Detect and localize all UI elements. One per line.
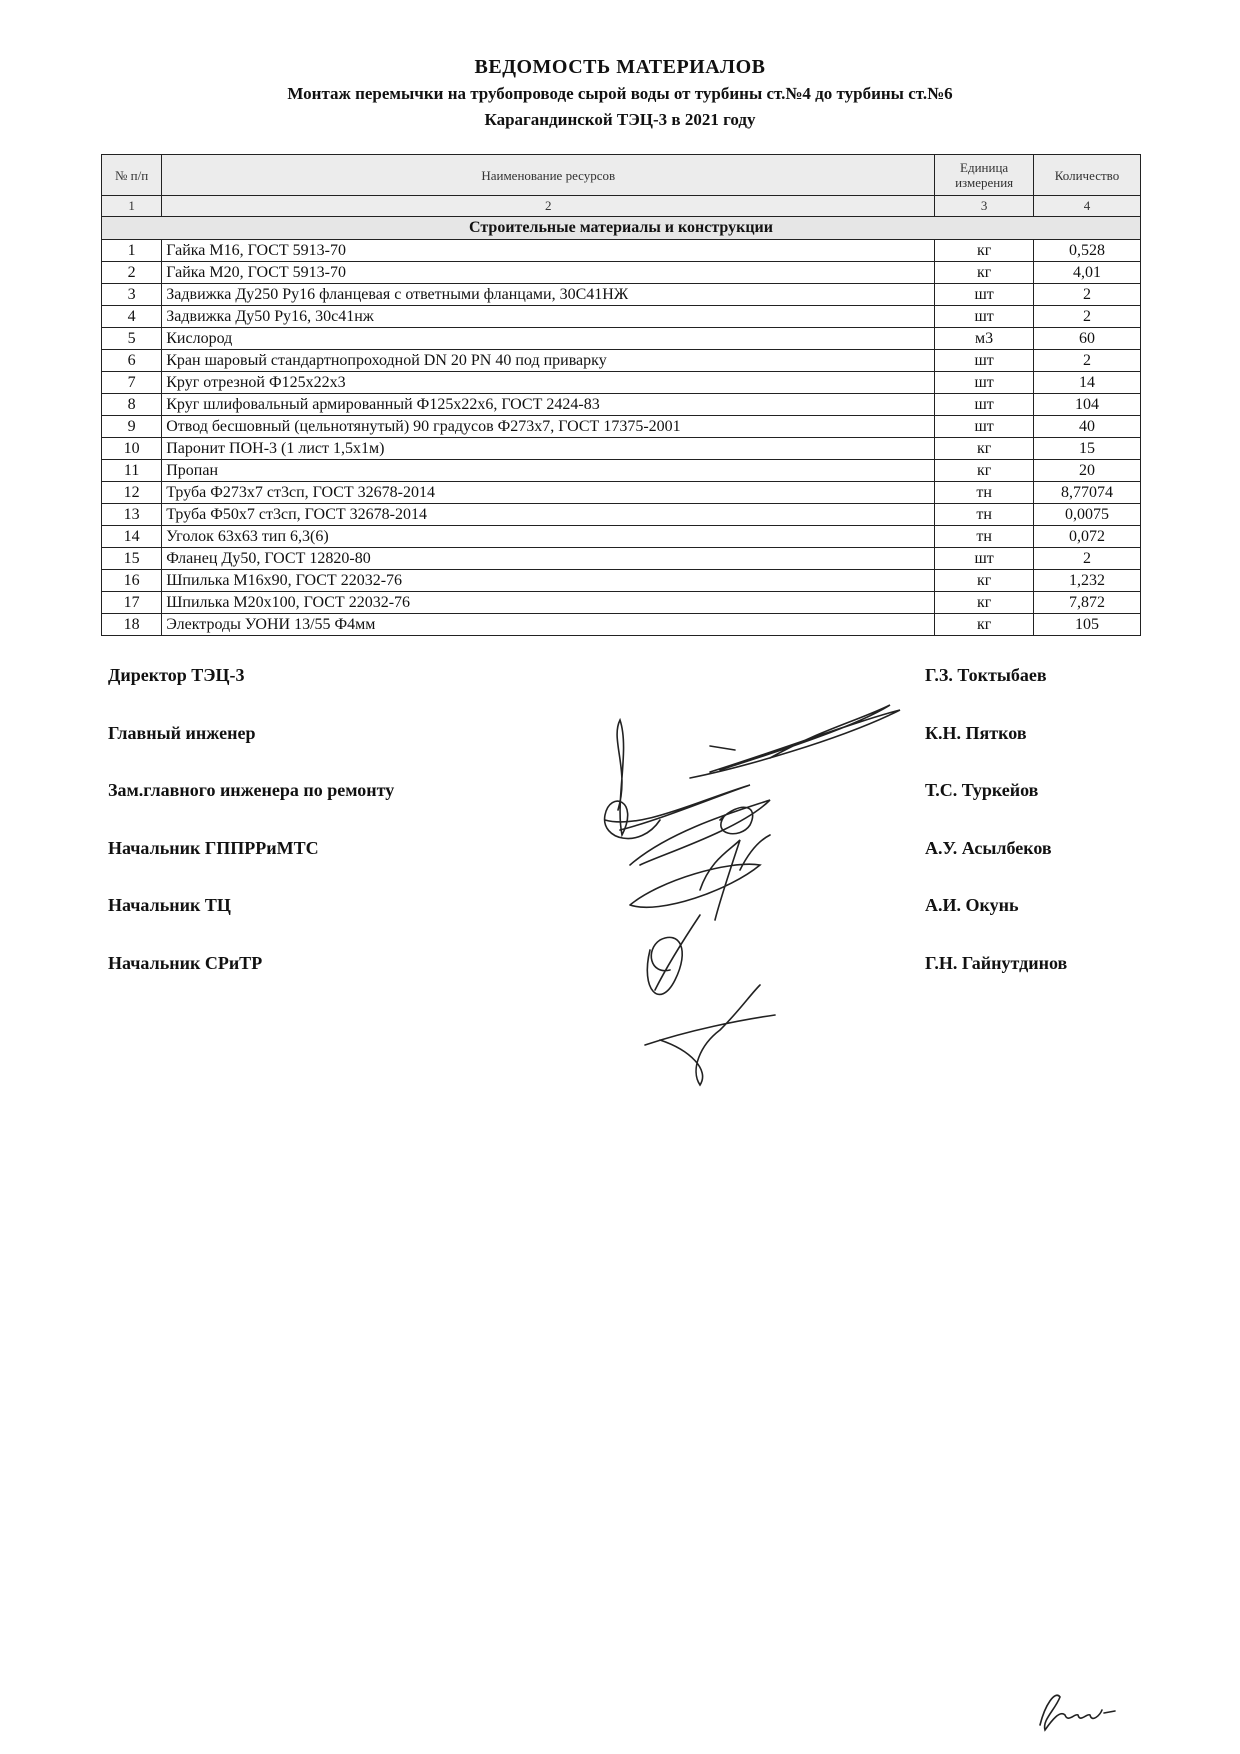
cell-number: 4 [102, 306, 162, 328]
cell-quantity: 1,232 [1033, 570, 1140, 592]
signatory-name: Г.З. Токтыбаев [925, 665, 1047, 685]
table-row [102, 548, 1141, 570]
col-number: 2 [162, 196, 935, 217]
cell-quantity: 0,072 [1033, 526, 1140, 548]
col-number: 3 [935, 196, 1034, 217]
table-row [102, 328, 1141, 350]
cell-name: Труба Ф50х7 ст3сп, ГОСТ 32678-2014 [162, 504, 935, 526]
cell-unit: кг [935, 438, 1034, 460]
table-row [102, 570, 1141, 592]
cell-number: 7 [102, 372, 162, 394]
table-row [102, 372, 1141, 394]
col-number: 1 [102, 196, 162, 217]
header-num: № п/п [102, 155, 162, 196]
cell-number: 14 [102, 526, 162, 548]
cell-unit: шт [935, 416, 1034, 438]
cell-unit: кг [935, 460, 1034, 482]
cell-name: Шпилька М20х100, ГОСТ 22032-76 [162, 592, 935, 614]
signatory-position: Начальник ГППРРиМТС [108, 838, 319, 858]
table-row [102, 526, 1141, 548]
cell-quantity: 2 [1033, 548, 1140, 570]
document-subtitle: Монтаж перемычки на трубопроводе сырой воды от турбины ст.№4 до турбины ст.№6 [287, 84, 953, 103]
document-title: ВЕДОМОСТЬ МАТЕРИАЛОВ [474, 56, 766, 78]
cell-unit: тн [935, 482, 1034, 504]
cell-name: Гайка М16, ГОСТ 5913-70 [162, 240, 935, 262]
cell-name: Кислород [162, 328, 935, 350]
cell-quantity: 15 [1033, 438, 1140, 460]
cell-number: 9 [102, 416, 162, 438]
table-header-row [102, 155, 1141, 196]
cell-number: 16 [102, 570, 162, 592]
table-row [102, 438, 1141, 460]
table-row [102, 482, 1141, 504]
signatory-name: А.У. Асылбеков [925, 838, 1052, 858]
cell-quantity: 60 [1033, 328, 1140, 350]
cell-name: Паронит ПОН-3 (1 лист 1,5х1м) [162, 438, 935, 460]
cell-name: Задвижка Ду250 Ру16 фланцевая с ответными фланцами, 30С41НЖ [162, 284, 935, 306]
cell-number: 1 [102, 240, 162, 262]
cell-quantity: 2 [1033, 284, 1140, 306]
cell-quantity: 8,77074 [1033, 482, 1140, 504]
cell-quantity: 0,528 [1033, 240, 1140, 262]
table-row [102, 394, 1141, 416]
cell-unit: шт [935, 306, 1034, 328]
cell-number: 15 [102, 548, 162, 570]
cell-unit: шт [935, 350, 1034, 372]
table-row [102, 284, 1141, 306]
cell-name: Отвод бесшовный (цельнотянутый) 90 градусов Ф273х7, ГОСТ 17375-2001 [162, 416, 935, 438]
cell-quantity: 104 [1033, 394, 1140, 416]
cell-name: Круг шлифовальный армированный Ф125х22х6, ГОСТ 2424-83 [162, 394, 935, 416]
cell-unit: тн [935, 526, 1034, 548]
table-row [102, 592, 1141, 614]
cell-unit: тн [935, 504, 1034, 526]
signatory-name: Г.Н. Гайнутдинов [925, 953, 1068, 973]
cell-unit: кг [935, 614, 1034, 636]
section-title: Строительные материалы и конструкции [102, 217, 1141, 240]
cell-unit: м3 [935, 328, 1034, 350]
cell-number: 6 [102, 350, 162, 372]
cell-number: 2 [102, 262, 162, 284]
cell-quantity: 105 [1033, 614, 1140, 636]
cell-quantity: 7,872 [1033, 592, 1140, 614]
signatory-position: Директор ТЭЦ-3 [108, 665, 245, 685]
cell-quantity: 2 [1033, 306, 1140, 328]
table-row [102, 460, 1141, 482]
table-row [102, 614, 1141, 636]
cell-quantity: 4,01 [1033, 262, 1140, 284]
cell-name: Труба Ф273х7 ст3сп, ГОСТ 32678-2014 [162, 482, 935, 504]
cell-quantity: 0,0075 [1033, 504, 1140, 526]
cell-unit: шт [935, 548, 1034, 570]
cell-unit: кг [935, 240, 1034, 262]
signatory-position: Главный инженер [108, 723, 256, 743]
cell-name: Пропан [162, 460, 935, 482]
table-row [102, 504, 1141, 526]
table-row [102, 262, 1141, 284]
col-number: 4 [1033, 196, 1140, 217]
cell-number: 13 [102, 504, 162, 526]
cell-number: 10 [102, 438, 162, 460]
table-row [102, 306, 1141, 328]
handwritten-signatures [600, 690, 920, 1130]
cell-name: Задвижка Ду50 Ру16, 30с41нж [162, 306, 935, 328]
cell-name: Кран шаровый стандартнопроходной DN 20 PN 40 под приварку [162, 350, 935, 372]
cell-number: 8 [102, 394, 162, 416]
signatory-name: К.Н. Пятков [925, 723, 1027, 743]
materials-table [101, 154, 1141, 636]
column-number-row [102, 196, 1141, 217]
section-row [102, 217, 1141, 240]
table-row [102, 350, 1141, 372]
signatory-position: Начальник СРиТР [108, 953, 263, 973]
cell-quantity: 14 [1033, 372, 1140, 394]
signatory-position: Начальник ТЦ [108, 895, 231, 915]
cell-unit: шт [935, 372, 1034, 394]
cell-number: 12 [102, 482, 162, 504]
cell-number: 11 [102, 460, 162, 482]
cell-number: 17 [102, 592, 162, 614]
signatory-name: А.И. Окунь [925, 895, 1019, 915]
cell-quantity: 2 [1033, 350, 1140, 372]
cell-quantity: 20 [1033, 460, 1140, 482]
cell-name: Электроды УОНИ 13/55 Ф4мм [162, 614, 935, 636]
cell-name: Круг отрезной Ф125х22х3 [162, 372, 935, 394]
cell-unit: кг [935, 570, 1034, 592]
signatory-position: Зам.главного инженера по ремонту [108, 780, 395, 800]
table-row [102, 240, 1141, 262]
header-name: Наименование ресурсов [162, 155, 935, 196]
cell-name: Фланец Ду50, ГОСТ 12820-80 [162, 548, 935, 570]
signatory-name: Т.С. Туркейов [925, 780, 1039, 800]
header-unit: Единица измерения [935, 155, 1034, 196]
initials-signature [1030, 1685, 1120, 1735]
cell-name: Шпилька М16х90, ГОСТ 22032-76 [162, 570, 935, 592]
cell-name: Гайка М20, ГОСТ 5913-70 [162, 262, 935, 284]
cell-unit: шт [935, 394, 1034, 416]
document-subtitle-2: Карагандинской ТЭЦ-3 в 2021 году [484, 110, 756, 129]
cell-number: 18 [102, 614, 162, 636]
cell-name: Уголок 63х63 тип 6,3(6) [162, 526, 935, 548]
table-row [102, 416, 1141, 438]
cell-quantity: 40 [1033, 416, 1140, 438]
cell-unit: кг [935, 592, 1034, 614]
cell-number: 3 [102, 284, 162, 306]
cell-number: 5 [102, 328, 162, 350]
cell-unit: шт [935, 284, 1034, 306]
table-body [102, 196, 1141, 636]
cell-unit: кг [935, 262, 1034, 284]
header-qty: Количество [1033, 155, 1140, 196]
